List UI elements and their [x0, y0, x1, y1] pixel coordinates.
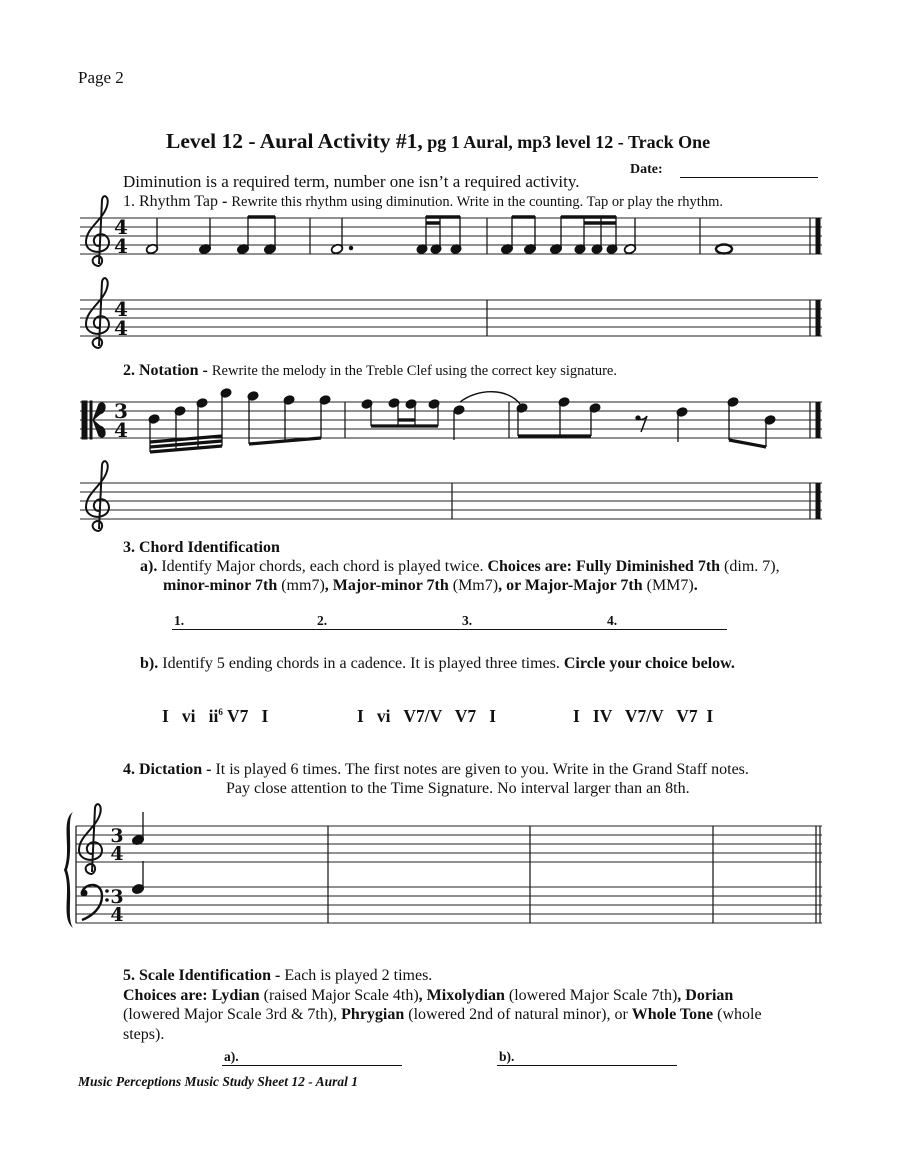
choice-Mm7: , Major-minor 7th	[324, 577, 449, 594]
chord-answer-1: 1.	[174, 613, 185, 628]
section5-line3	[123, 1006, 762, 1024]
section2-label: 2. Notation -	[123, 362, 212, 379]
section4-text1: It is played 6 times. The first notes are given to you. Write in the Grand Staff notes.	[215, 761, 749, 778]
date-label: Date:	[630, 162, 663, 177]
section5-line4: steps).	[123, 1026, 165, 1043]
scale-whole-tone-desc: (whole	[713, 1006, 762, 1023]
section5-text1: Each is played 2 times.	[284, 967, 433, 984]
ts4-treble-top: 3	[110, 825, 124, 847]
brace-icon	[64, 812, 73, 928]
section5-choices-label: Choices are:	[123, 987, 212, 1004]
chord-answer-3: 3.	[462, 613, 473, 628]
scale-mixolydian: , Mixolydian	[418, 987, 505, 1004]
chord-answer-4: 4.	[607, 613, 618, 628]
section5-line1	[123, 967, 432, 985]
section3-a-end: .	[693, 577, 698, 594]
ts2-bottom: 4	[114, 316, 128, 340]
cadence-choice-1-sup: 6	[218, 707, 223, 718]
chord-answer-2: 2.	[317, 613, 328, 628]
ts4-bass-top: 3	[110, 886, 124, 908]
grand-staff-bass-lines	[76, 887, 822, 923]
ts2-top: 4	[114, 297, 128, 321]
scale-lydian-desc: (raised Major Scale 4th)	[259, 987, 419, 1004]
scale-dorian: , Dorian	[677, 987, 734, 1004]
cadence-choice-1-part2: V7 I	[222, 706, 269, 726]
ts1-top: 4	[114, 215, 128, 239]
section3-heading: 3. Chord Identification	[123, 539, 280, 556]
choice-Mm7-abbr: (Mm7)	[448, 577, 499, 594]
section3-a-label: a).	[140, 558, 158, 575]
ts3-bottom: 4	[114, 418, 128, 442]
cadence-choice-2[interactable]: I vi V7/V V7 I	[357, 706, 497, 726]
title-sub: pg 1 Aural, mp3 level 12 - Track One	[422, 132, 711, 152]
section4-heading: 4. Dictation -	[123, 761, 216, 778]
section4-line2: Pay close attention to the Time Signature. No interval larger than an 8th.	[226, 780, 690, 797]
grand-staff-treble-lines	[76, 826, 822, 862]
section1-instruction: Rewrite this rhythm using diminution. Write in the counting. Tap or play the rhythm.	[231, 194, 723, 210]
ts3-top: 3	[114, 399, 128, 423]
section3-b-label: b).	[140, 655, 159, 672]
scale-mixolydian-desc: (lowered Major Scale 7th)	[504, 987, 678, 1004]
section1-dash: -	[218, 193, 232, 210]
scale-answer-b[interactable]	[497, 1049, 677, 1066]
treble-clef-icon	[79, 804, 102, 874]
cadence-choice-3[interactable]: I IV V7/V V7 I	[573, 706, 714, 726]
scale-answer-a[interactable]	[222, 1049, 402, 1066]
intro-text: Diminution is a required term, number one isn’t a required activity.	[123, 172, 580, 191]
scale-phrygian-desc: (lowered 2nd of natural minor), or	[404, 1006, 632, 1023]
ts4-treble-bottom: 4	[110, 843, 124, 865]
ts1-bottom: 4	[114, 234, 128, 258]
scale-dorian-desc: (lowered Major Scale 3rd & 7th),	[123, 1006, 342, 1023]
section5-line2	[123, 987, 733, 1005]
section3-b-text: Identify 5 ending chords in a cadence. It is played three times.	[158, 655, 564, 672]
choice-MM7: , or Major-Major 7th	[498, 577, 643, 594]
section3-a-choice1-abbr: (dim. 7),	[720, 558, 780, 575]
scale-lydian: Lydian	[211, 987, 260, 1004]
scale-answer-b-label: b).	[499, 1049, 515, 1064]
choice-MM7-abbr: (MM7)	[642, 577, 694, 594]
section2-instruction: Rewrite the melody in the Treble Clef using the correct key signature.	[211, 363, 617, 379]
footer: Music Perceptions Music Study Sheet 12 - Aural 1	[78, 1074, 359, 1089]
choice-mm7-abbr: (mm7)	[277, 577, 325, 594]
bass-clef-icon	[81, 885, 109, 920]
section3-b-bold: Circle your choice below.	[563, 655, 735, 672]
page-label: Page 2	[78, 68, 124, 87]
section3-a-choices: Choices are: Fully Diminished 7th	[487, 558, 721, 575]
choice-mm7: minor-minor 7th	[163, 577, 278, 594]
section5-heading: 5. Scale Identification -	[123, 967, 285, 984]
ts4-bass-bottom: 4	[110, 904, 124, 926]
section1-number: 1. Rhythm Tap	[123, 193, 219, 210]
scale-phrygian: Phrygian	[341, 1006, 405, 1023]
scale-whole-tone: Whole Tone	[631, 1006, 714, 1023]
scale-answer-a-label: a).	[224, 1049, 239, 1064]
title-main: Level 12 - Aural Activity #1,	[166, 129, 423, 153]
cadence-choice-1-part1: I vi ii	[162, 706, 219, 726]
section3-a-text: Identify Major chords, each chord is played twice.	[157, 558, 488, 575]
